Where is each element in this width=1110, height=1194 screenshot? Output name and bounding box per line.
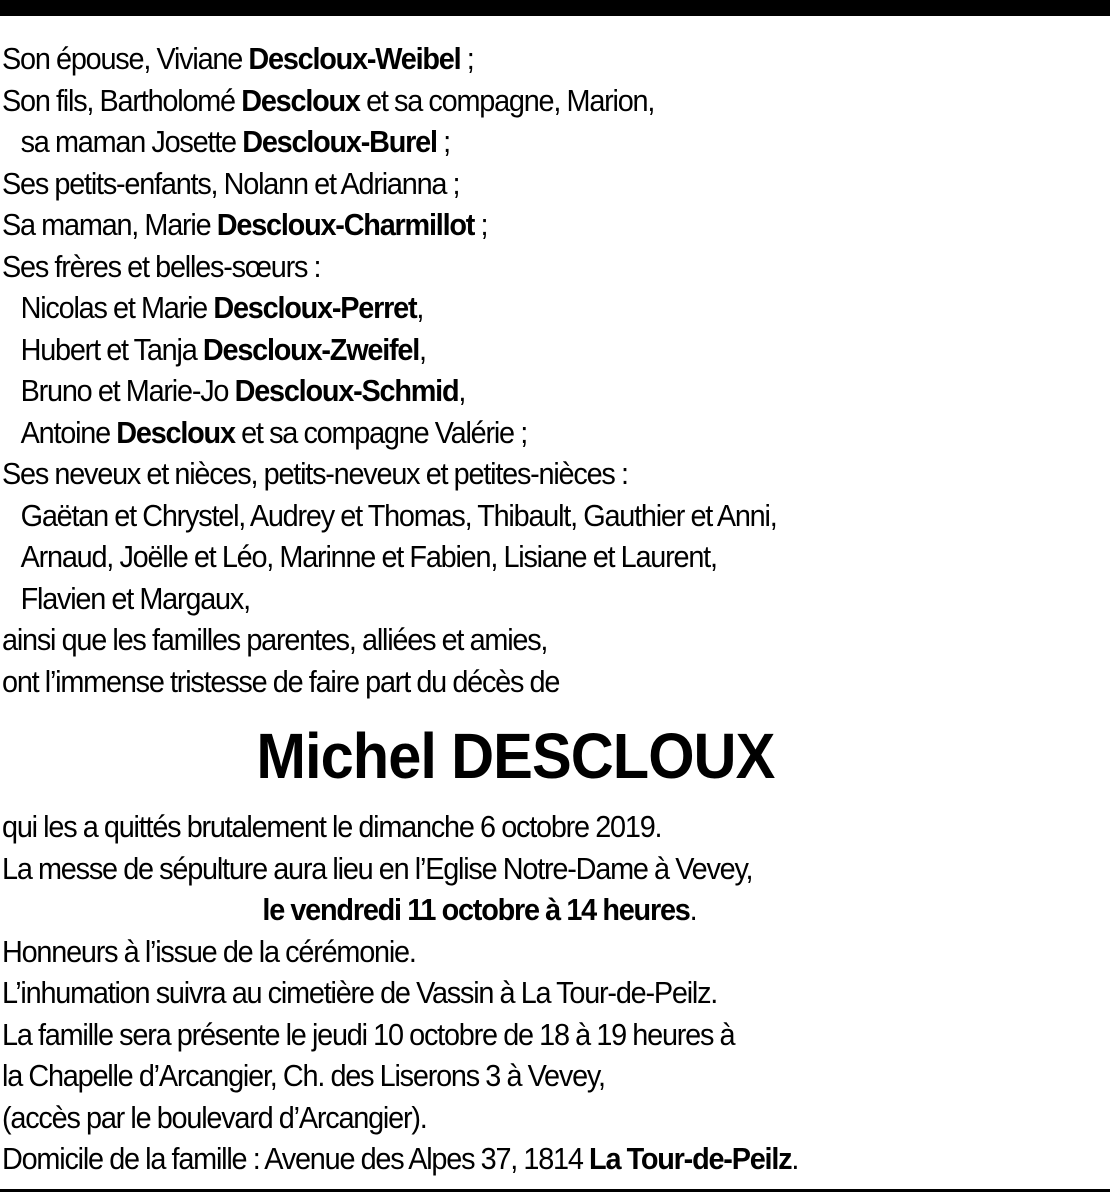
detail-line: la Chapelle d’Arcangier, Ch. des Liserons 3 à Vevey, [2, 1058, 605, 1093]
obituary-notice [2, 38, 1029, 1180]
detail-line: La messe de sépulture aura lieu en l’Eglise Notre-Dame à Vevey, [2, 850, 753, 886]
family-line: Son fils, Bartholomé Descloux et sa compagne, Marion, [2, 82, 655, 118]
service-date: le vendredi 11 octobre à 14 heures. [262, 892, 697, 927]
family-line: Bruno et Marie-Jo Descloux-Schmid, [20, 373, 466, 408]
family-line: Son épouse, Viviane Descloux-Weibel ; [2, 41, 474, 76]
family-line: Ses petits-enfants, Nolann et Adrianna ; [2, 165, 460, 201]
detail-line: Honneurs à l’issue de la cérémonie. [2, 933, 416, 969]
detail-line: (accès par le boulevard d’Arcangier). [2, 1099, 427, 1135]
family-line: Ses frères et belles-sœurs : [2, 248, 321, 284]
detail-line: La famille sera présente le jeudi 10 octobre de 18 à 19 heures à [2, 1016, 735, 1052]
bottom-rule [0, 1189, 1110, 1192]
family-line: ainsi que les familles parentes, alliées et amies, [2, 622, 548, 657]
family-line: sa maman Josette Descloux-Burel ; [20, 124, 450, 159]
family-line: Flavien et Margaux, [20, 580, 250, 616]
family-line: Nicolas et Marie Descloux-Perret, [20, 290, 424, 325]
top-rule [0, 0, 1110, 16]
detail-line: qui les a quittés brutalement le dimanche 6 octobre 2019. [2, 809, 662, 844]
family-line: Sa maman, Marie Descloux-Charmillot ; [2, 207, 488, 242]
family-line: Antoine Descloux et sa compagne Valérie ; [20, 414, 528, 450]
family-line: Ses neveux et nièces, petits-neveux et petites-nièces : [2, 456, 628, 491]
deceased-name: Michel DESCLOUX [256, 720, 775, 792]
family-line: Hubert et Tanja Descloux-Zweifel, [20, 331, 426, 367]
family-line: Gaëtan et Chrystel, Audrey et Thomas, Thibault, Gauthier et Anni, [20, 497, 777, 533]
family-line: Arnaud, Joëlle et Léo, Marinne et Fabien, Lisiane et Laurent, [20, 539, 717, 574]
detail-line: L’inhumation suivra au cimetière de Vassin à La Tour-de-Peilz. [2, 975, 718, 1010]
family-line: ont l’immense tristesse de faire part du décès de [2, 663, 560, 699]
detail-line: Domicile de la famille : Avenue des Alpes 37, 1814 La Tour-de-Peilz. [2, 1141, 799, 1176]
